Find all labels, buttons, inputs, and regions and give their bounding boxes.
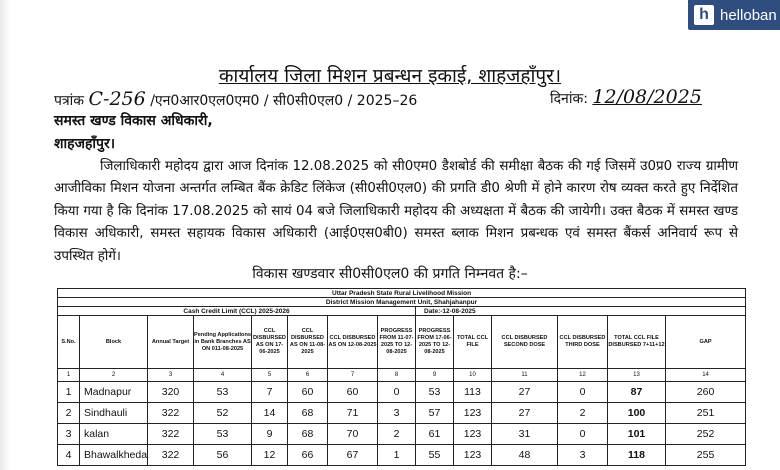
table-cell: 2 [58, 403, 80, 424]
table-cell: 322 [148, 445, 194, 466]
table-cell: 118 [608, 445, 666, 466]
ref-prefix: पत्रांक [54, 93, 85, 109]
table-cell: 55 [416, 445, 454, 466]
column-header: TOTAL CCL FILE DISBURSED 7+11+12 [608, 316, 666, 369]
table-cell: 0 [558, 382, 608, 403]
column-index-cell: 3 [148, 369, 194, 382]
table-cell: 56 [194, 445, 252, 466]
table-cell: 12 [252, 445, 288, 466]
table-cell: 31 [492, 424, 558, 445]
reference-line [54, 88, 417, 110]
date-handwritten: 12/08/2025 [592, 86, 702, 108]
date-line [550, 86, 702, 108]
table-cell: 3 [558, 445, 608, 466]
table-title-3-right: Date:-12-08-2025 [416, 307, 746, 316]
table-cell: 2 [378, 424, 416, 445]
table-cell: 3 [58, 424, 80, 445]
table-cell: 123 [454, 445, 492, 466]
table-cell: 260 [666, 382, 746, 403]
column-header: CCL DISBURSED AS ON 17-06-2025 [252, 316, 288, 369]
ref-suffix: /एन0आर0एल0एम0 / सी0सी0एल0 / 2025–26 [150, 93, 418, 109]
table-cell: 68 [288, 424, 328, 445]
table-cell: Sindhauli [80, 403, 148, 424]
table-cell: kalan [80, 424, 148, 445]
column-index-cell: 4 [194, 369, 252, 382]
column-header: CCL DISBURSED THIRD DOSE [558, 316, 608, 369]
table-cell: 322 [148, 424, 194, 445]
column-header: TOTAL CCL FILE [454, 316, 492, 369]
table-cell: 320 [148, 382, 194, 403]
body-paragraph: जिलाधिकारी महोदय द्वारा आज दिनांक 12.08.2025 को सी0एम0 डैशबोर्ड की समीक्षा बैठक की गई जिसमें उ0प्र0 राज्य ग्रामीण आजीविका मिशन योजना अन्तर्गत लम्बित बैंक क्रेडिट लिंकेज (सी0सी0एल0) की प्रगति डी0 श्रेणी में होने कारण रोष व्यक्त करते हुए निर्देशित किया गया है कि दिनांक 17.08.2025 को सायं 04 बजे जिलाधिकारी महोदय की अध्यक्षता में बैठक की जायेगी। उक्त बैठक में समस्त खण्ड विकास अधिकारी, समस्त सहायक विकास अधिकारी (आई0एस0बी0) समस्त ब्लाक मिशन प्रबन्धक एवं समस्त बैंकर्स अनिवार्य रूप से उपस्थित होगें। [54, 159, 738, 264]
table-cell: 66 [288, 445, 328, 466]
column-index-cell: 14 [666, 369, 746, 382]
table-cell: 70 [328, 424, 378, 445]
column-header: CCL DISBURSED AS ON 12-08-2025 [328, 316, 378, 369]
column-header: CCL DISBURSED AS ON 11-08-2025 [288, 316, 328, 369]
column-index-cell: 5 [252, 369, 288, 382]
column-header: S.No. [58, 316, 80, 369]
column-header: CCL DISBURSED SECOND DOSE [492, 316, 558, 369]
table-cell: 53 [194, 424, 252, 445]
column-header: Annual Target [148, 316, 194, 369]
column-index-cell: 2 [80, 369, 148, 382]
table-cell: 0 [558, 424, 608, 445]
column-index-cell: 12 [558, 369, 608, 382]
column-header: PROGRESS FROM 11-07-2025 TO 12-08-2025 [378, 316, 416, 369]
table-cell: Bhawalkheda [80, 445, 148, 466]
ccl-table-wrapper [57, 288, 745, 466]
table-title-2: District Mission Management Unit, Shahjahanpur [58, 298, 746, 307]
table-cell: 322 [148, 403, 194, 424]
column-index-cell: 10 [454, 369, 492, 382]
table-cell: 87 [608, 382, 666, 403]
table-cell: 27 [492, 382, 558, 403]
table-cell: 0 [378, 382, 416, 403]
table-cell: 3 [378, 403, 416, 424]
table-cell: 251 [666, 403, 746, 424]
table-cell: 60 [328, 382, 378, 403]
helloban-logo-icon: h [694, 5, 714, 25]
table-cell: 255 [666, 445, 746, 466]
column-index-cell: 1 [58, 369, 80, 382]
ccl-progress-table [57, 288, 746, 466]
table-title-3-left: Cash Credit Limit (CCL) 2025-2026 [58, 307, 416, 316]
table-cell: 60 [288, 382, 328, 403]
column-header: Pending Applications in Bank Branches AS ON 011-08-2025 [194, 316, 252, 369]
column-index-cell: 9 [416, 369, 454, 382]
table-cell: 53 [194, 382, 252, 403]
table-title-1: Uttar Pradesh State Rural Livelihood Mission [58, 289, 746, 298]
table-row [58, 382, 746, 403]
column-header: GAP [666, 316, 746, 369]
column-index-cell: 6 [288, 369, 328, 382]
ref-handwritten: C-256 [88, 88, 146, 110]
watermark-brand: helloban [720, 6, 777, 24]
table-row [58, 403, 746, 424]
table-cell: 52 [194, 403, 252, 424]
table-body [58, 382, 746, 466]
column-header: Block [80, 316, 148, 369]
watermark-badge [688, 0, 780, 30]
table-cell: 7 [252, 382, 288, 403]
column-index-cell: 13 [608, 369, 666, 382]
column-index-cell: 11 [492, 369, 558, 382]
table-row [58, 445, 746, 466]
table-cell: 68 [288, 403, 328, 424]
column-header: PROGRESS FROM 17-06-2025 TO 12-08-2025 [416, 316, 454, 369]
table-cell: 71 [328, 403, 378, 424]
table-header-row [58, 316, 746, 369]
table-index-row [58, 369, 746, 382]
table-cell: 57 [416, 403, 454, 424]
table-cell: Madnapur [80, 382, 148, 403]
table-cell: 27 [492, 403, 558, 424]
table-cell: 53 [416, 382, 454, 403]
table-cell: 100 [608, 403, 666, 424]
table-cell: 14 [252, 403, 288, 424]
table-cell: 48 [492, 445, 558, 466]
table-cell: 101 [608, 424, 666, 445]
table-cell: 9 [252, 424, 288, 445]
table-cell: 67 [328, 445, 378, 466]
table-cell: 113 [454, 382, 492, 403]
column-index-cell: 8 [378, 369, 416, 382]
addressee-line1: समस्त खण्ड विकास अधिकारी, [54, 113, 213, 129]
table-cell: 2 [558, 403, 608, 424]
column-index-cell: 7 [328, 369, 378, 382]
office-heading: कार्यालय जिला मिशन प्रबन्धन इकाई, शाहजहाँपुर। [218, 65, 562, 87]
date-label: दिनांक: [550, 91, 588, 107]
table-cell: 123 [454, 424, 492, 445]
table-cell: 61 [416, 424, 454, 445]
table-row [58, 424, 746, 445]
table-cell: 252 [666, 424, 746, 445]
table-cell: 1 [378, 445, 416, 466]
addressee-line2: शाहजहाँपुर। [54, 136, 116, 152]
table-cell: 123 [454, 403, 492, 424]
table-intro: विकास खण्डवार सी0सी0एल0 की प्रगति निम्नवत है:– [252, 266, 528, 282]
table-cell: 4 [58, 445, 80, 466]
table-cell: 1 [58, 382, 80, 403]
